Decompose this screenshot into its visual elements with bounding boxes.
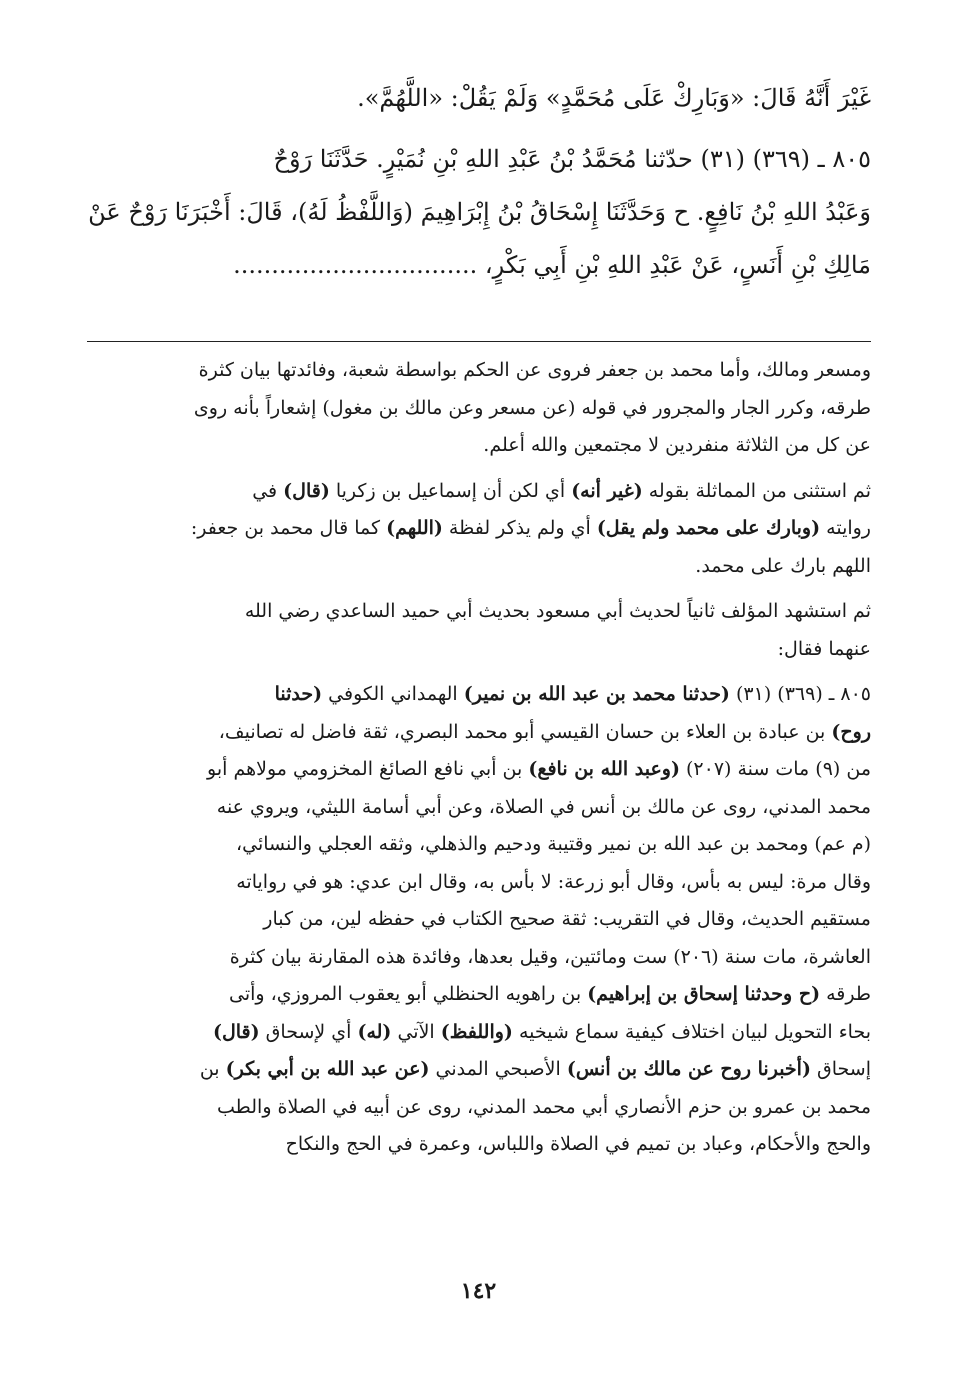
commentary-line: اللهم بارك على محمد.: [695, 554, 871, 577]
commentary-line: بحاء التحويل لبيان اختلاف كيفية سماع شيخيه (واللفظ) الآتي (له) أي لإسحاق (قال): [212, 1020, 871, 1043]
commentary-line: (م عم) ومحمد بن عبد الله بن نمير وقتيبة ودحيم والذهلي، وثقه العجلي والنسائي،: [236, 833, 871, 855]
commentary-line: طرقه (ح وحدثنا إسحاق بن إبراهيم) بن راهويه الحنظلي أبو يعقوب المروزي، وأتى: [228, 983, 871, 1005]
hadith-line: ٨٠٥ ـ (٣٦٩) (٣١) حدّثنا مُحَمَّدُ بْنُ عَبْدِ اللهِ بْنِ نُمَيْرٍ. حَدَّثَنَا رَوْحٌ: [273, 145, 871, 173]
commentary-line: ومسعر ومالك، وأما محمد بن جعفر فروى عن الحكم بواسطة شعبة، وفائدتها بيان كثرة: [198, 359, 871, 381]
commentary-line: طرقه، وكرر الجار والمجرور في قوله (عن مسعر وعن مالك بن مغول) إشعاراً بأنه روى: [193, 396, 871, 419]
hadith-line-text: مَالِكِ بْنِ أَنَسٍ، عَنْ عَبْدِ اللهِ بْنِ أَبِي بَكْرٍ،: [484, 251, 871, 279]
commentary-line: ثم استثنى من المماثلة بقوله (غير أنه) أي لكن أن إسماعيل بن زكريا (قال) في: [252, 479, 871, 502]
commentary-line: محمد المدني، روى عن مالك بن أنس في الصلاة، وعن أبي أسامة الليثي، ويروي عنه: [216, 795, 871, 818]
hadith-line: [88, 239, 871, 292]
hadith-line: وَعَبْدُ اللهِ بْنُ نَافِعٍ. ح وَحَدَّثَنَا إِسْحَاقُ بْنُ إِبْرَاهِيمَ (وَاللَّفْظُ لَهُ)، قَالَ: أَخْبَرَنَا رَوْحٌ عَنْ: [88, 198, 871, 226]
commentary-line: روح) بن عبادة بن العلاء بن حسان القيسي أبو محمد البصري، ثقة فاضل له تصانيف،: [218, 720, 871, 743]
commentary-line: عن كل من الثلاثة منفردين لا مجتمعين والله أعلم.: [483, 434, 871, 456]
commentary-line: محمد بن عمرو بن حزم الأنصاري أبي محمد المدني، روى عن أبيه في الصلاة والطب: [217, 1095, 871, 1118]
continuation-dots: ................................: [233, 251, 478, 279]
commentary-line: العاشرة، مات سنة (٢٠٦) ست ومائتين، وقيل بعدها، وفائدة هذه المقارنة بيان كثرة: [229, 945, 871, 968]
commentary-line: إسحاق (أخبرنا روح عن مالك بن أنس) الأصبحي المدني (عن عبد الله بن أبي بكر) بن: [199, 1058, 871, 1080]
hadith-line: غَيْرَ أَنَّهُ قَالَ: «وَبَارِكْ عَلَى مُحَمَّدٍ» وَلَمْ يَقُلْ: «اللَّهُمَّ».: [357, 84, 871, 112]
commentary-line: من (٩) مات سنة (٢٠٧) (وعبد الله بن نافع) بن أبي نافع الصائغ المخزومي مولاهم أبو: [207, 758, 871, 780]
footnote-separator: [87, 341, 871, 342]
hadith-matn: [88, 72, 871, 292]
page-number: ١٤٢: [460, 1278, 497, 1304]
commentary: [86, 352, 871, 1164]
commentary-line: عنهما فقال:: [777, 637, 871, 660]
commentary-line: روايته (وبارك على محمد ولم يقل) أي ولم يذكر لفظة (اللهم) كما قال محمد بن جعفر:: [190, 517, 871, 539]
commentary-line: ٨٠٥ ـ (٣٦٩) (٣١) (حدثنا محمد بن عبد الله بن نمير) الهمداني الكوفي (حدثنا: [274, 683, 871, 705]
commentary-line: والحج والأحكام، وعباد بن تميم في الصلاة واللباس، وعمرة في الحج والنكاح: [285, 1133, 871, 1155]
commentary-line: ثم استشهد المؤلف ثانياً لحديث أبي مسعود بحديث أبي حميد الساعدي رضي الله: [244, 600, 871, 622]
commentary-line: وقال مرة: ليس به بأس، وقال أبو زرعة: لا بأس به، وقال ابن عدي: هو في رواياته: [236, 870, 871, 893]
commentary-line: مستقيم الحديث، وقال في التقريب: ثقة صحيح الكتاب في حفظه لين، من كبار: [263, 908, 871, 930]
